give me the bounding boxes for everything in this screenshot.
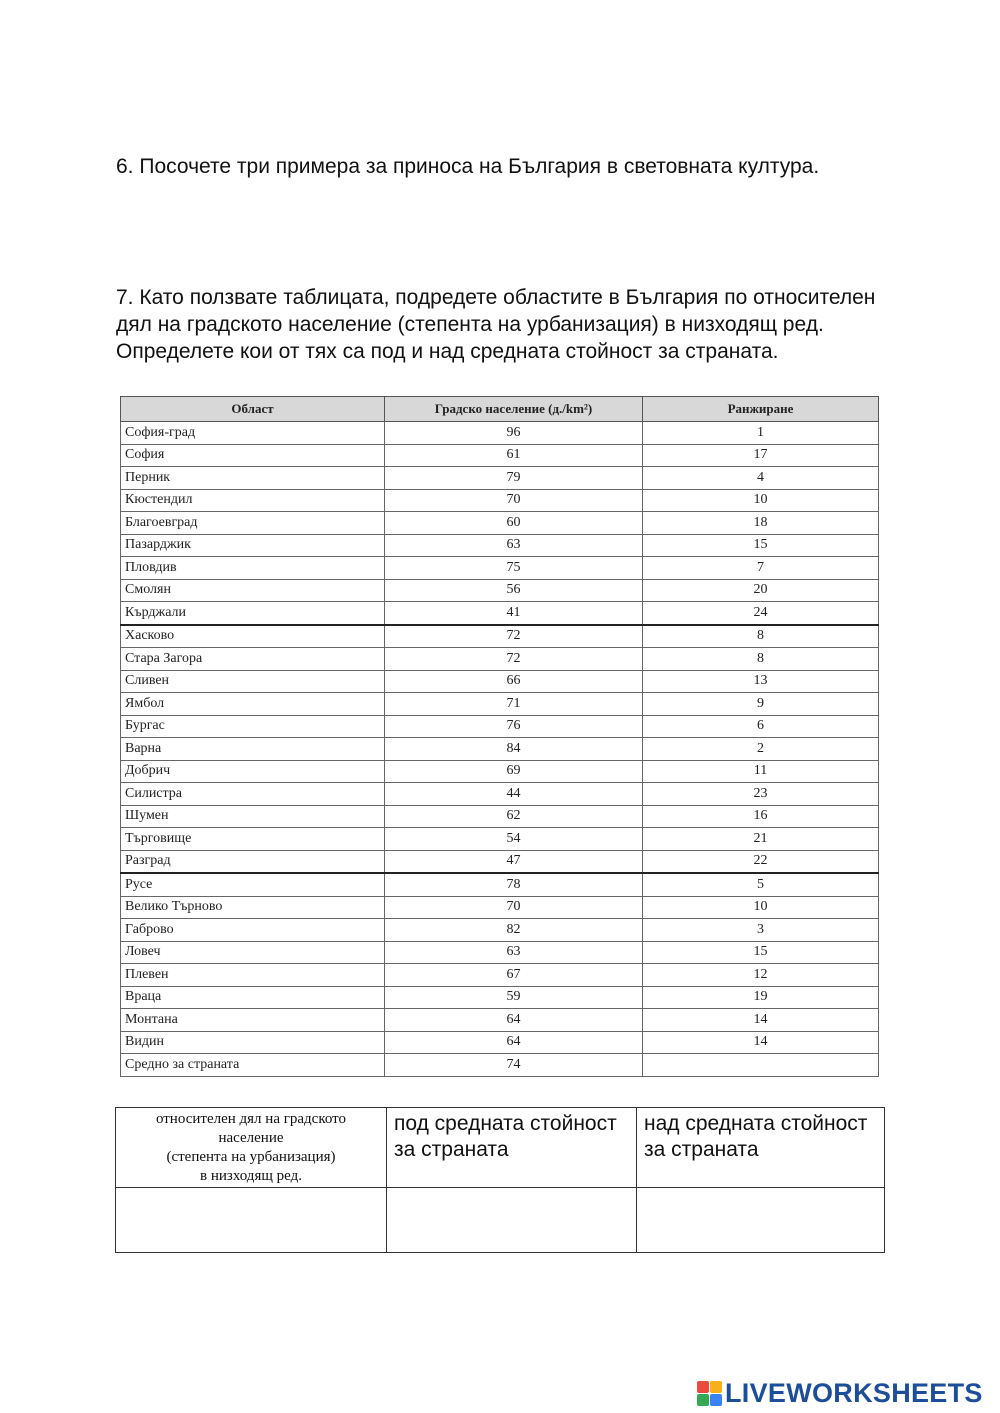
ranking-cell: 12	[643, 964, 879, 987]
urban-population-cell: 72	[385, 648, 643, 671]
ranking-cell: 13	[643, 670, 879, 693]
region-cell: Смолян	[121, 579, 385, 602]
region-cell: Габрово	[121, 919, 385, 942]
table-row	[121, 489, 879, 512]
answer-input-descending[interactable]	[116, 1188, 386, 1252]
liveworksheets-logo-mark	[697, 1381, 722, 1406]
urban-population-cell: 63	[385, 941, 643, 964]
region-cell: Благоевград	[121, 512, 385, 535]
ranking-cell: 3	[643, 919, 879, 942]
question-7: 7. Като ползвате таблицата, подредете областите в България по относителен дял на градското население (степента на урбанизация) в низходящ ред. Определете кои от тях са под и над средната стойност за страната.	[116, 286, 876, 363]
urban-population-cell: 67	[385, 964, 643, 987]
region-cell: Монтана	[121, 1009, 385, 1032]
table-row	[121, 648, 879, 671]
table-row	[121, 964, 879, 987]
table-row	[121, 534, 879, 557]
table-row	[121, 444, 879, 467]
urban-population-cell: 63	[385, 534, 643, 557]
region-cell: Разград	[121, 850, 385, 873]
region-cell: Велико Търново	[121, 896, 385, 919]
ranking-cell: 23	[643, 783, 879, 806]
answer-header-line: относителен дял на градското	[155, 1111, 347, 1127]
table-row	[121, 738, 879, 761]
ranking-cell: 11	[643, 760, 879, 783]
urban-population-cell: 78	[385, 873, 643, 896]
answer-header-line: население	[218, 1130, 284, 1146]
table-row	[121, 670, 879, 693]
liveworksheets-logo-text: LIVEWORKSHEETS	[725, 1377, 983, 1408]
table-row	[121, 828, 879, 851]
table-row	[121, 467, 879, 490]
table-row	[121, 625, 879, 648]
urban-population-cell: 59	[385, 986, 643, 1009]
region-cell: Средно за страната	[121, 1054, 385, 1077]
table-row	[121, 557, 879, 580]
logo-square	[697, 1381, 709, 1393]
table-row	[121, 896, 879, 919]
ranking-cell: 10	[643, 896, 879, 919]
answer-cell-below-average[interactable]	[387, 1188, 637, 1253]
urban-population-cell: 76	[385, 715, 643, 738]
table-row	[121, 422, 879, 445]
table-row	[121, 783, 879, 806]
urban-population-cell: 75	[385, 557, 643, 580]
table-row	[121, 693, 879, 716]
ranking-cell: 15	[643, 941, 879, 964]
urban-population-cell: 72	[385, 625, 643, 648]
answer-header-above-average: над средната стойност за страната	[637, 1108, 885, 1188]
table-row	[121, 602, 879, 625]
region-cell: Пловдив	[121, 557, 385, 580]
table-row	[121, 512, 879, 535]
answer-cell-descending[interactable]	[116, 1188, 387, 1253]
region-cell: Сливен	[121, 670, 385, 693]
ranking-cell: 19	[643, 986, 879, 1009]
ranking-cell: 22	[643, 850, 879, 873]
urban-population-cell: 47	[385, 850, 643, 873]
region-cell: Стара Загора	[121, 648, 385, 671]
region-cell: Пазарджик	[121, 534, 385, 557]
region-cell: Ямбол	[121, 693, 385, 716]
urban-population-cell: 96	[385, 422, 643, 445]
urban-population-cell: 56	[385, 579, 643, 602]
answer-header-below-average: под средната стойност за страната	[387, 1108, 637, 1188]
table-row	[121, 850, 879, 873]
header-ranking: Ранжиране	[643, 397, 879, 422]
table-row	[121, 760, 879, 783]
liveworksheets-logo	[697, 1379, 983, 1407]
urban-population-cell: 54	[385, 828, 643, 851]
urban-population-cell: 41	[385, 602, 643, 625]
urban-population-cell: 64	[385, 1031, 643, 1054]
region-cell: Враца	[121, 986, 385, 1009]
ranking-cell: 24	[643, 602, 879, 625]
table-header-row	[121, 397, 879, 422]
ranking-cell: 7	[643, 557, 879, 580]
region-cell: Търговище	[121, 828, 385, 851]
table-row	[121, 873, 879, 896]
ranking-cell: 15	[643, 534, 879, 557]
urban-population-cell: 82	[385, 919, 643, 942]
table-row	[121, 579, 879, 602]
ranking-cell: 1	[643, 422, 879, 445]
table-row	[121, 805, 879, 828]
urban-population-cell: 44	[385, 783, 643, 806]
ranking-cell: 17	[643, 444, 879, 467]
table-row	[121, 1009, 879, 1032]
urban-population-cell: 71	[385, 693, 643, 716]
region-cell: Ловеч	[121, 941, 385, 964]
region-cell: Добрич	[121, 760, 385, 783]
question-6: 6. Посочете три примера за приноса на България в световната култура.	[116, 155, 820, 178]
urban-population-cell: 62	[385, 805, 643, 828]
region-cell: Русе	[121, 873, 385, 896]
answer-response-row	[116, 1188, 885, 1253]
answer-input-above-average[interactable]	[637, 1188, 884, 1252]
answer-table	[115, 1107, 885, 1253]
answer-input-below-average[interactable]	[387, 1188, 636, 1252]
region-cell: Хасково	[121, 625, 385, 648]
region-cell: Бургас	[121, 715, 385, 738]
urban-population-cell: 84	[385, 738, 643, 761]
answer-header-line: (степента на урбанизация)	[166, 1149, 336, 1165]
answer-header-line: в низходящ ред.	[200, 1168, 302, 1184]
urban-population-cell: 64	[385, 1009, 643, 1032]
region-cell: Силистра	[121, 783, 385, 806]
region-cell: Варна	[121, 738, 385, 761]
urban-population-cell: 79	[385, 467, 643, 490]
region-cell: Плевен	[121, 964, 385, 987]
ranking-cell: 14	[643, 1031, 879, 1054]
table-row	[121, 986, 879, 1009]
table-row	[121, 1031, 879, 1054]
ranking-cell: 21	[643, 828, 879, 851]
answer-header-row	[116, 1108, 885, 1188]
region-cell: Кюстендил	[121, 489, 385, 512]
region-cell: Кърджали	[121, 602, 385, 625]
ranking-cell: 4	[643, 467, 879, 490]
ranking-cell: 5	[643, 873, 879, 896]
header-urban-population: Градско население (д./km²)	[385, 397, 643, 422]
urban-population-cell: 74	[385, 1054, 643, 1077]
region-cell: Шумен	[121, 805, 385, 828]
region-cell: Видин	[121, 1031, 385, 1054]
logo-square	[710, 1381, 722, 1393]
ranking-cell: 6	[643, 715, 879, 738]
ranking-cell: 20	[643, 579, 879, 602]
urbanization-table	[120, 396, 879, 1077]
answer-cell-above-average[interactable]	[637, 1188, 885, 1253]
table-row	[121, 715, 879, 738]
table-row	[121, 941, 879, 964]
urban-population-cell: 61	[385, 444, 643, 467]
urban-population-cell: 70	[385, 896, 643, 919]
urban-population-cell: 69	[385, 760, 643, 783]
ranking-cell	[643, 1054, 879, 1077]
ranking-cell: 9	[643, 693, 879, 716]
ranking-cell: 8	[643, 648, 879, 671]
urban-population-cell: 70	[385, 489, 643, 512]
header-region: Област	[121, 397, 385, 422]
ranking-cell: 10	[643, 489, 879, 512]
logo-square	[697, 1394, 709, 1406]
table-row	[121, 1054, 879, 1077]
ranking-cell: 16	[643, 805, 879, 828]
region-cell: Перник	[121, 467, 385, 490]
region-cell: София	[121, 444, 385, 467]
ranking-cell: 14	[643, 1009, 879, 1032]
ranking-cell: 8	[643, 625, 879, 648]
table-row	[121, 919, 879, 942]
ranking-cell: 2	[643, 738, 879, 761]
region-cell: София-град	[121, 422, 385, 445]
logo-square	[710, 1394, 722, 1406]
urban-population-cell: 66	[385, 670, 643, 693]
answer-header-descending	[116, 1108, 387, 1188]
ranking-cell: 18	[643, 512, 879, 535]
urban-population-cell: 60	[385, 512, 643, 535]
